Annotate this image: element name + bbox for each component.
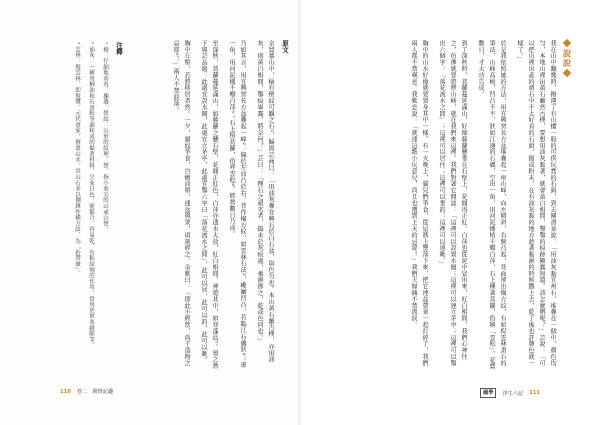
left-page-number: 110 bbox=[60, 388, 71, 395]
diamond-icon bbox=[563, 39, 571, 47]
right-page-number: 111 bbox=[529, 390, 540, 396]
note-item: ¹ 檢：仔細地查看，揀選。巒紋：山形的紋理，巒，指小而尖的山或山巒。 bbox=[102, 42, 108, 233]
note-item: ³ 雲林：倪雲林，即倪瓚，元代畫家，擅畫山水，其山石多以側鋒作橫方紋，為「折帶皴」。 bbox=[74, 42, 80, 276]
source-paragraph: 胸中丘壑，若將移居者然。一夕，貓奴爭食，自檐而墮，連盆與架，頃刻碎之。余歎曰：「即此小經營，尚干造物之忌耶¹！」兩人不禁淚落。 bbox=[172, 40, 190, 367]
book-title: 浮生六記 bbox=[502, 390, 524, 397]
translation-paragraph: 於是我依照她的方法，用宜興窯長方盆堆疊起一座山峰，向左傾斜，右側凸起，背面卻出橫方紋，有如倪雲林畫石的筆法，山峰高峻，凹凸不平，狀如江邊的石磯，空出一角，用河泥種植千瓣白萍，石上種著蔦蘿，俗稱「雲松」。花費數日，才大功告成。 bbox=[477, 40, 506, 370]
source-label: 原文 bbox=[281, 40, 289, 53]
section-heading-text: 說說 bbox=[562, 49, 572, 68]
translation-paragraph: 胸中的山水好像就要置身其中一樣。有一天晚上，貓兒們爭食，從屋簷上墜落下來，把它連盆帶景一起打碎了，我們兩人都不禁嘆息。我歎息說：「就連這點小玩意兒，尚且也遭到上天的忌諱！」我們夫婦倆不禁流淚。 bbox=[410, 40, 428, 367]
left-chapter-title: 卷二 閑情記趣 bbox=[76, 389, 114, 395]
note-item: ² 油灰：一種用桐油和石膏粉等調和成的黏著材料，呈灰白色，能黏合、容易乾，有粘結劑的作用。常用於填塞縫隙等。 bbox=[88, 42, 94, 349]
book-gutter bbox=[298, 0, 302, 425]
source-paragraph: 至深秋，蔦蘿蔓延滿山，如藤蘿之懸石壁，花開正紅色，白萍亦透水大放，紅白相間。神遊其中，如登蓬島⁷。置之簷下與芸品題：此處宜設水閣，此處宜立茅亭，此處宜鑿六字曰「落花流水之間」，此可以居，此可以釣，此可以眺。 bbox=[200, 40, 218, 370]
source-text-body bbox=[128, 40, 276, 370]
left-footer bbox=[60, 388, 113, 395]
section-heading bbox=[559, 38, 573, 118]
source-paragraph: 余買墓山中，檢有巒紋可觀之石¹，歸與芸商曰：「用油灰疊宜興石於白石盆，取色匀也。本山黃石雖古樸，亦用油灰，則黃白相間，鑿痕畢露，將奈何？」芸曰：「擇石之頑劣者，搗末於灰痕處，乘濕摻之，乾或色同也。」 bbox=[256, 40, 274, 363]
diamond-icon bbox=[563, 69, 571, 77]
notes-body bbox=[54, 42, 110, 362]
source-paragraph: 乃如其言，用宜興窯長方盆疊起一峰²：偏於左而凸於右，背作橫方紋，如雲林石法³，巉巖凹凸，若臨江石磯狀⁴；虛一角，用河泥種千瓣白萍⁵；石上植蔦蘿，俗呼雲松⁶。經營數日乃成。 bbox=[228, 40, 246, 369]
notes-label: 注釋 bbox=[115, 42, 123, 55]
translation-paragraph: 我在山中翻幾時，撥運了有山樓一般的可供玩賞的石頭，到去園盡景說：「用油灰黏宜州石，堆疊在一個中，顏色均勻，本地山裡出黃石雖然古樸，要想用油灰黏著，就會黃白相間，鑿鑿的痕跡顯露無遺。該怎麼辦呢？」芸說：「可以把山裡出產的頑石中不太好看的石頭，搗成粉末，在有油灰黏的地方趁著黏濕的時候撒上去，乾了後也許顏色就一樣了。」 bbox=[516, 40, 556, 367]
translation-paragraph: 到了深秋時，蔦蘿蔓延滿山，好像藤蘿懸垂在石壁上，花開得正紅。白萍也從泥中冒出來，紅白相間。我們心神往之，彷彿就要遊歷山峰，就在我們來這裡。我們對著它閒談：「這裡可以設置水閣；這裡可以建立茅亭；這裡可以鑿出六個字：『落花流水之間』；這裡可以居住；這裡可以垂釣；這裡可以遠眺。」 bbox=[438, 40, 467, 367]
right-footer bbox=[480, 388, 540, 398]
translation-body bbox=[372, 40, 558, 370]
series-logo: 國學 bbox=[480, 388, 496, 398]
